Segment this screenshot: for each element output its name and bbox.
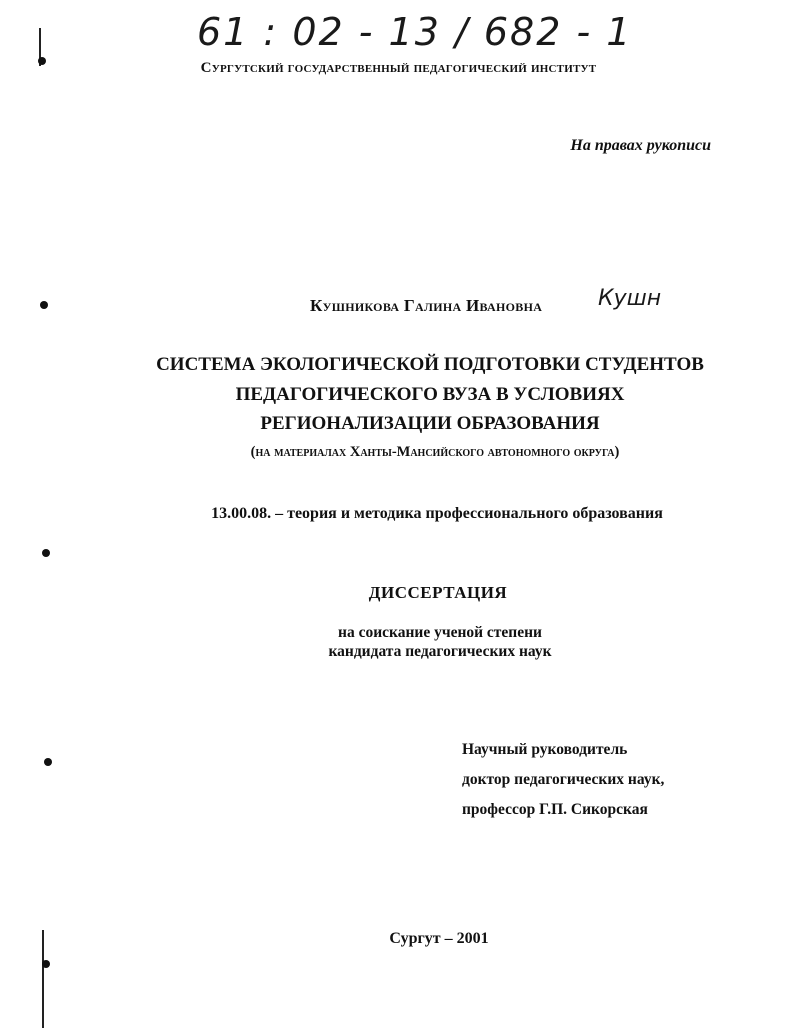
binding-hole-3 [42, 549, 50, 557]
title-line-2: ПЕДАГОГИЧЕСКОГО ВУЗА В УСЛОВИЯХ [235, 384, 625, 405]
advisor-role: Научный руководитель [462, 741, 628, 758]
degree-line-2: кандидата педагогических наук [328, 643, 552, 660]
institute-name: Сургутский государственный педагогический институт [200, 60, 597, 76]
work-type: ДИССЕРТАЦИЯ [368, 583, 508, 602]
manuscript-rights-note: На правах рукописи [570, 137, 711, 154]
title-subtitle: (на материалах Ханты-Мансийского автономного округа) [250, 444, 620, 460]
binding-hole-2 [40, 301, 48, 309]
city-year: Сургут – 2001 [389, 930, 489, 947]
title-line-3: РЕГИОНАЛИЗАЦИИ ОБРАЗОВАНИЯ [260, 413, 600, 434]
handwritten-shelfmark: 61 : 02 - 13 / 682 - 1 [197, 10, 633, 54]
binding-hole-5 [42, 960, 50, 968]
advisor-degree: доктор педагогических наук, [462, 771, 665, 788]
title-line-1: СИСТЕМА ЭКОЛОГИЧЕСКОЙ ПОДГОТОВКИ СТУДЕНТОВ [156, 354, 704, 375]
degree-line-1: на соискание ученой степени [338, 624, 542, 641]
specialty-code: 13.00.08. – теория и методика профессионального образования [211, 505, 663, 522]
advisor-name: профессор Г.П. Сикорская [462, 801, 648, 818]
binding-hole-4 [44, 758, 52, 766]
author-name: Кушникова Галина Ивановна [310, 296, 543, 315]
author-signature: Кушн [598, 286, 662, 311]
